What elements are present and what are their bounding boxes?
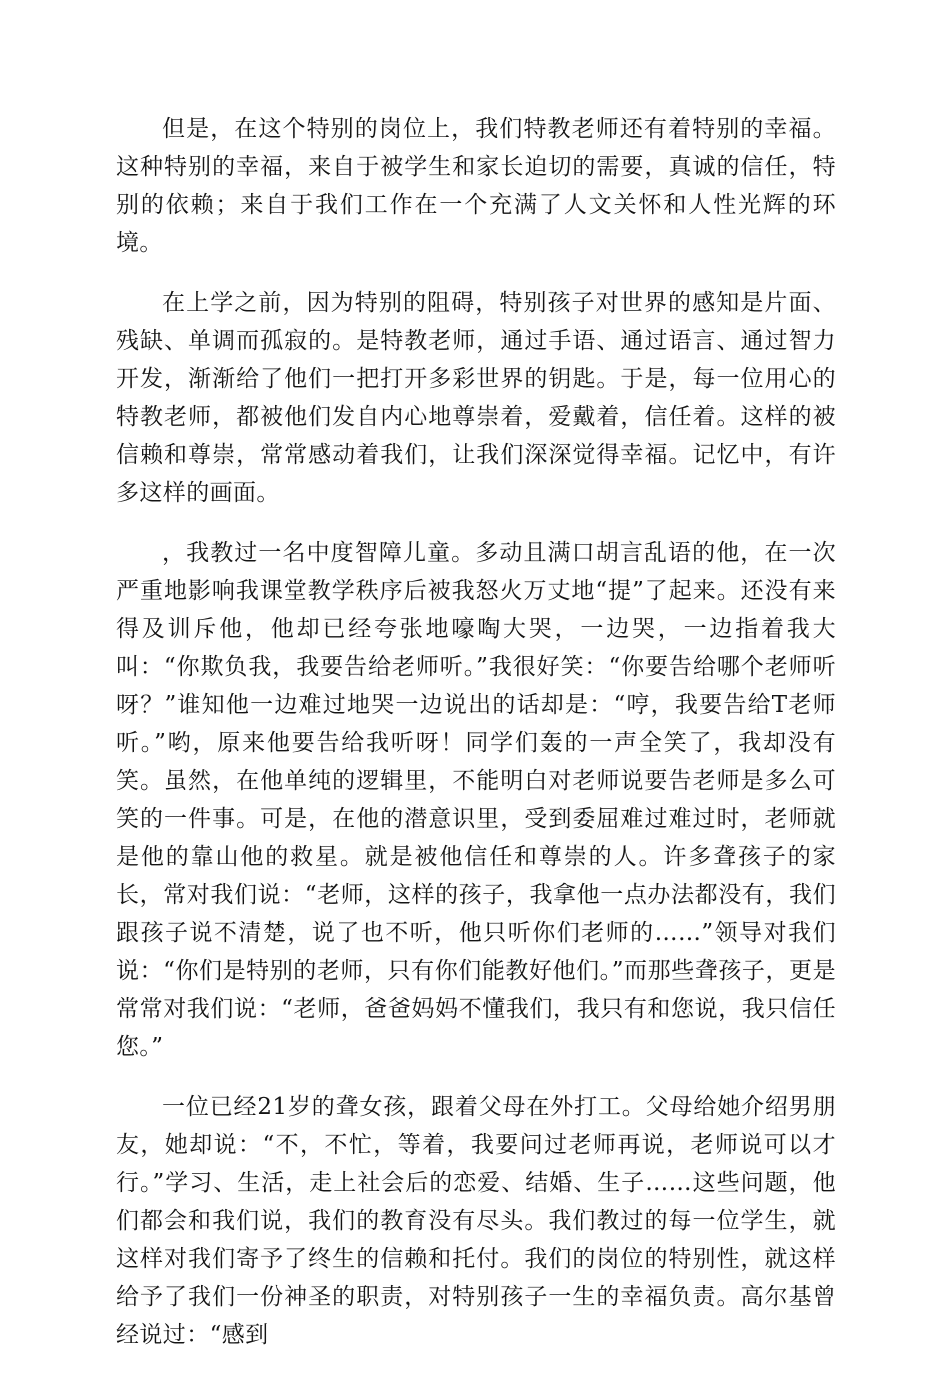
paragraph-1: 但是，在这个特别的岗位上，我们特教老师还有着特别的幸福。这种特别的幸福，来自于被学生和家长迫切的需要，真诚的信任，特别的依赖；来自于我们工作在一个充满了人文关怀和人性光辉的环境。: [116, 116, 836, 256]
document-body: [116, 110, 836, 1376]
paragraph-3: ，我教过一名中度智障儿童。多动且满口胡言乱语的他，在一次严重地影响我课堂教学秩序后被我怒火万丈地“提”了起来。还没有来得及训斥他，他却已经夸张地嚎啕大哭，一边哭，一边指着我大叫：“你欺负我，我要告给老师听。”我很好笑：“你要告给哪个老师听呀？”谁知他一边难过地哭一边说出的话却是：“哼，我要告给T老师听。”哟，原来他要告给我听呀！同学们轰的一声全笑了，我却没有笑。虽然，在他单纯的逻辑里，不能明白对老师说要告老师是多么可笑的一件事。可是，在他的潜意识里，受到委屈难过难过时，老师就是他的靠山他的救星。就是被他信任和尊崇的人。许多聋孩子的家长，常对我们说：“老师，这样的孩子，我拿他一点办法都没有，我们跟孩子说不清楚，说了也不听，他只听你们老师的……”领导对我们说：“你们是特别的老师，只有你们能教好他们。”而那些聋孩子，更是常常对我们说：“老师，爸爸妈妈不懂我们，我只有和您说，我只信任您。”: [116, 540, 836, 1060]
paragraph-2: 在上学之前，因为特别的阻碍，特别孩子对世界的感知是片面、残缺、单调而孤寂的。是特教老师，通过手语、通过语言、通过智力开发，渐渐给了他们一把打开多彩世界的钥匙。于是，每一位用心的特教老师，都被他们发自内心地尊崇着，爱戴着，信任着。这样的被信赖和尊崇，常常感动着我们，让我们深深觉得幸福。记忆中，有许多这样的画面。: [116, 290, 836, 506]
paragraph-4: 一位已经21岁的聋女孩，跟着父母在外打工。父母给她介绍男朋友，她却说：“不，不忙，等着，我要问过老师再说，老师说可以才行。”学习、生活，走上社会后的恋爱、结婚、生子……这些问题，他们都会和我们说，我们的教育没有尽头。我们教过的每一位学生，就这样对我们寄予了终生的信赖和托付。我们的岗位的特别性，就这样给予了我们一份神圣的职责，对特别孩子一生的幸福负责。高尔基曾经说过：“感到: [116, 1094, 836, 1348]
